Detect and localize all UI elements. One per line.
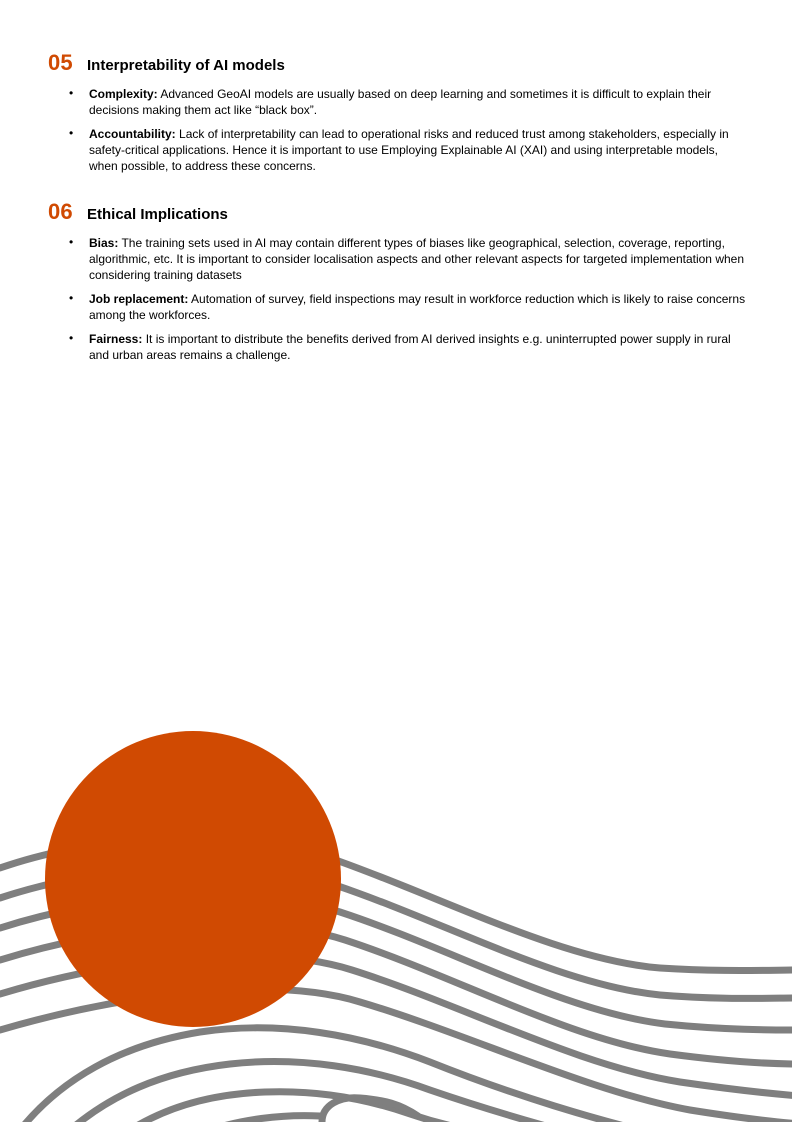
bullet-icon: • [69, 291, 74, 305]
item-text: Automation of survey, field inspections may result in workforce reduction which is likely to raise concerns among the workforces. [89, 292, 746, 322]
list-item [48, 291, 748, 323]
list-item [48, 86, 748, 118]
orange-circle-icon [45, 731, 341, 1027]
section-header [48, 199, 748, 227]
item-text: The training sets used in AI may contain different types of biases like geographical, selection, coverage, reporting, algorithmic, etc. It is important to consider localisation aspects and other relevant aspects for targeted implementation when considering training datasets [89, 236, 745, 282]
section-title: Interpretability of AI models [87, 57, 285, 74]
item-term: Accountability: [89, 127, 176, 141]
section-ethical-implications [48, 199, 748, 371]
list-item [48, 331, 748, 363]
bullet-icon: • [69, 126, 74, 140]
section-title: Ethical Implications [87, 206, 228, 223]
section-number: 05 [48, 50, 73, 75]
list-item [48, 235, 748, 283]
list-item [48, 126, 748, 174]
item-text: It is important to distribute the benefits derived from AI derived insights e.g. uninterrupted power supply in rural and urban areas remains a challenge. [89, 332, 731, 362]
item-term: Bias: [89, 236, 119, 250]
item-term: Complexity: [89, 87, 158, 101]
item-term: Fairness: [89, 332, 143, 346]
item-term: Job replacement: [89, 292, 189, 306]
decorative-graphic [0, 720, 792, 1122]
section-interpretability [48, 50, 748, 182]
bullet-list [48, 235, 748, 363]
bullet-list [48, 86, 748, 174]
section-number: 06 [48, 199, 73, 224]
bullet-icon: • [69, 235, 74, 249]
bullet-icon: • [69, 331, 74, 345]
section-header [48, 50, 748, 78]
item-text: Lack of interpretability can lead to operational risks and reduced trust among stakeholders, especially in safety-critical applications. Hence it is important to use Employing Explainable AI (XAI) and using interpretable models, when possible, to address these concerns. [89, 127, 729, 173]
item-text: Advanced GeoAI models are usually based on deep learning and sometimes it is difficult to explain their decisions making them act like “black box”. [89, 87, 712, 117]
bullet-icon: • [69, 86, 74, 100]
